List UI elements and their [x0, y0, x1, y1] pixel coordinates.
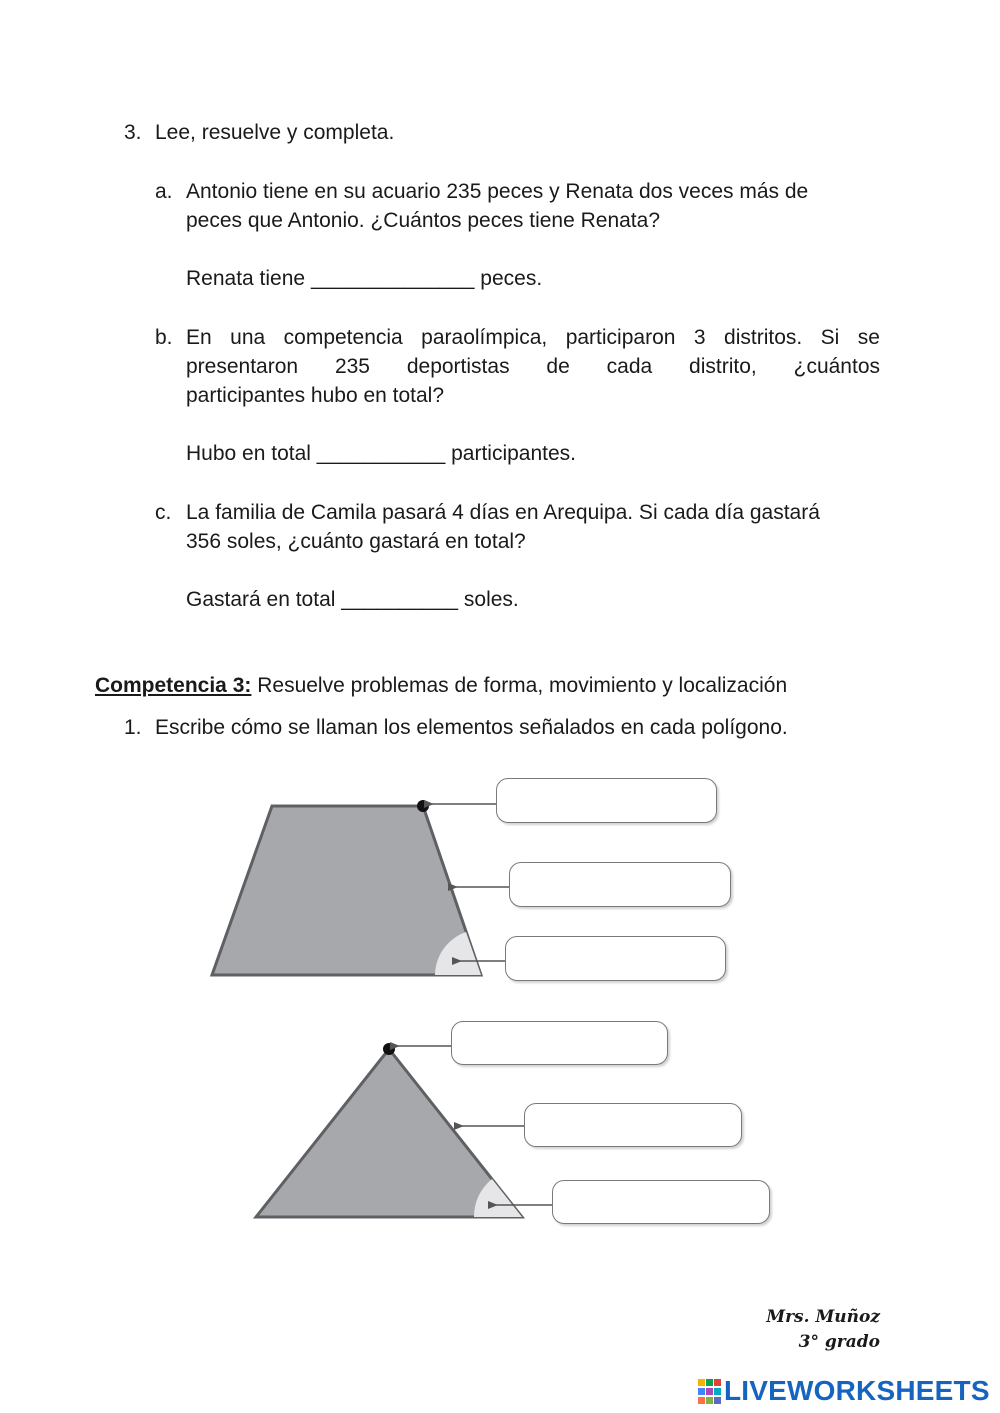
answer-blank[interactable]: __________: [341, 588, 459, 611]
trapezoid-angle-mark: [435, 932, 481, 975]
item-c-line-2: 356 soles, ¿cuánto gastará en total?: [186, 530, 526, 553]
liveworksheets-wordmark: LIVEWORKSHEETS: [724, 1375, 990, 1406]
logo-blocks-icon: [698, 1379, 722, 1407]
item-a-answer: [186, 264, 542, 293]
problem-instruction: Lee, resuelve y completa.: [155, 121, 395, 144]
competencia-text: Resuelve problemas de forma, movimiento y localización: [257, 674, 788, 697]
answer-prefix: Renata tiene: [186, 267, 306, 290]
polygon-task-number: 1.: [124, 716, 142, 739]
trapezoid-vertex-dot: [417, 800, 429, 812]
item-a-line-2: peces que Antonio. ¿Cuántos peces tiene Renata?: [186, 209, 660, 232]
answer-suffix: peces.: [480, 267, 543, 290]
polygon-task-instruction: Escribe cómo se llaman los elementos señalados en cada polígono.: [155, 716, 788, 739]
item-a-letter: a.: [155, 180, 173, 203]
item-b-line-3: participantes hubo en total?: [186, 384, 445, 407]
item-a-line-1: Antonio tiene en su acuario 235 peces y Renata dos veces más de: [186, 180, 809, 203]
triangle-shape: [256, 1049, 522, 1217]
item-b-letter: b.: [155, 326, 173, 349]
triangle-angle-mark: [474, 1179, 522, 1217]
item-c-answer: [186, 585, 519, 614]
trapezoid-side-answer-box[interactable]: [509, 862, 731, 907]
liveworksheets-logo: [698, 1377, 993, 1409]
triangle-side-answer-box[interactable]: [524, 1103, 742, 1147]
trapezoid-shape: [212, 806, 481, 975]
answer-prefix: Gastará en total: [186, 588, 336, 611]
trapezoid-angle-answer-box[interactable]: [505, 936, 726, 981]
triangle-angle-answer-box[interactable]: [552, 1180, 770, 1224]
triangle-vertex-answer-box[interactable]: [451, 1021, 668, 1065]
signature-grade: 3° grado: [798, 1332, 880, 1352]
triangle-vertex-dot: [383, 1043, 395, 1055]
item-b-line-1: En una competencia paraolímpica, participaron 3 distritos. Si se: [186, 326, 880, 349]
signature: [766, 1305, 880, 1355]
item-c-letter: c.: [155, 501, 172, 524]
item-c-line-1: La familia de Camila pasará 4 días en Arequipa. Si cada día gastará: [186, 501, 820, 524]
signature-name: Mrs. Muñoz: [766, 1307, 880, 1327]
item-b-line-2: presentaron 235 deportistas de cada distrito, ¿cuántos: [186, 355, 880, 378]
problem-number: 3.: [124, 121, 142, 144]
item-b-answer: [186, 439, 576, 468]
answer-prefix: Hubo en total: [186, 442, 311, 465]
answer-blank[interactable]: ___________: [316, 442, 446, 465]
competencia-label: Competencia 3:: [95, 674, 252, 697]
answer-suffix: participantes.: [451, 442, 577, 465]
answer-blank[interactable]: ______________: [310, 267, 475, 290]
trapezoid-vertex-answer-box[interactable]: [496, 778, 717, 823]
competencia-heading: [95, 671, 787, 700]
answer-suffix: soles.: [463, 588, 519, 611]
